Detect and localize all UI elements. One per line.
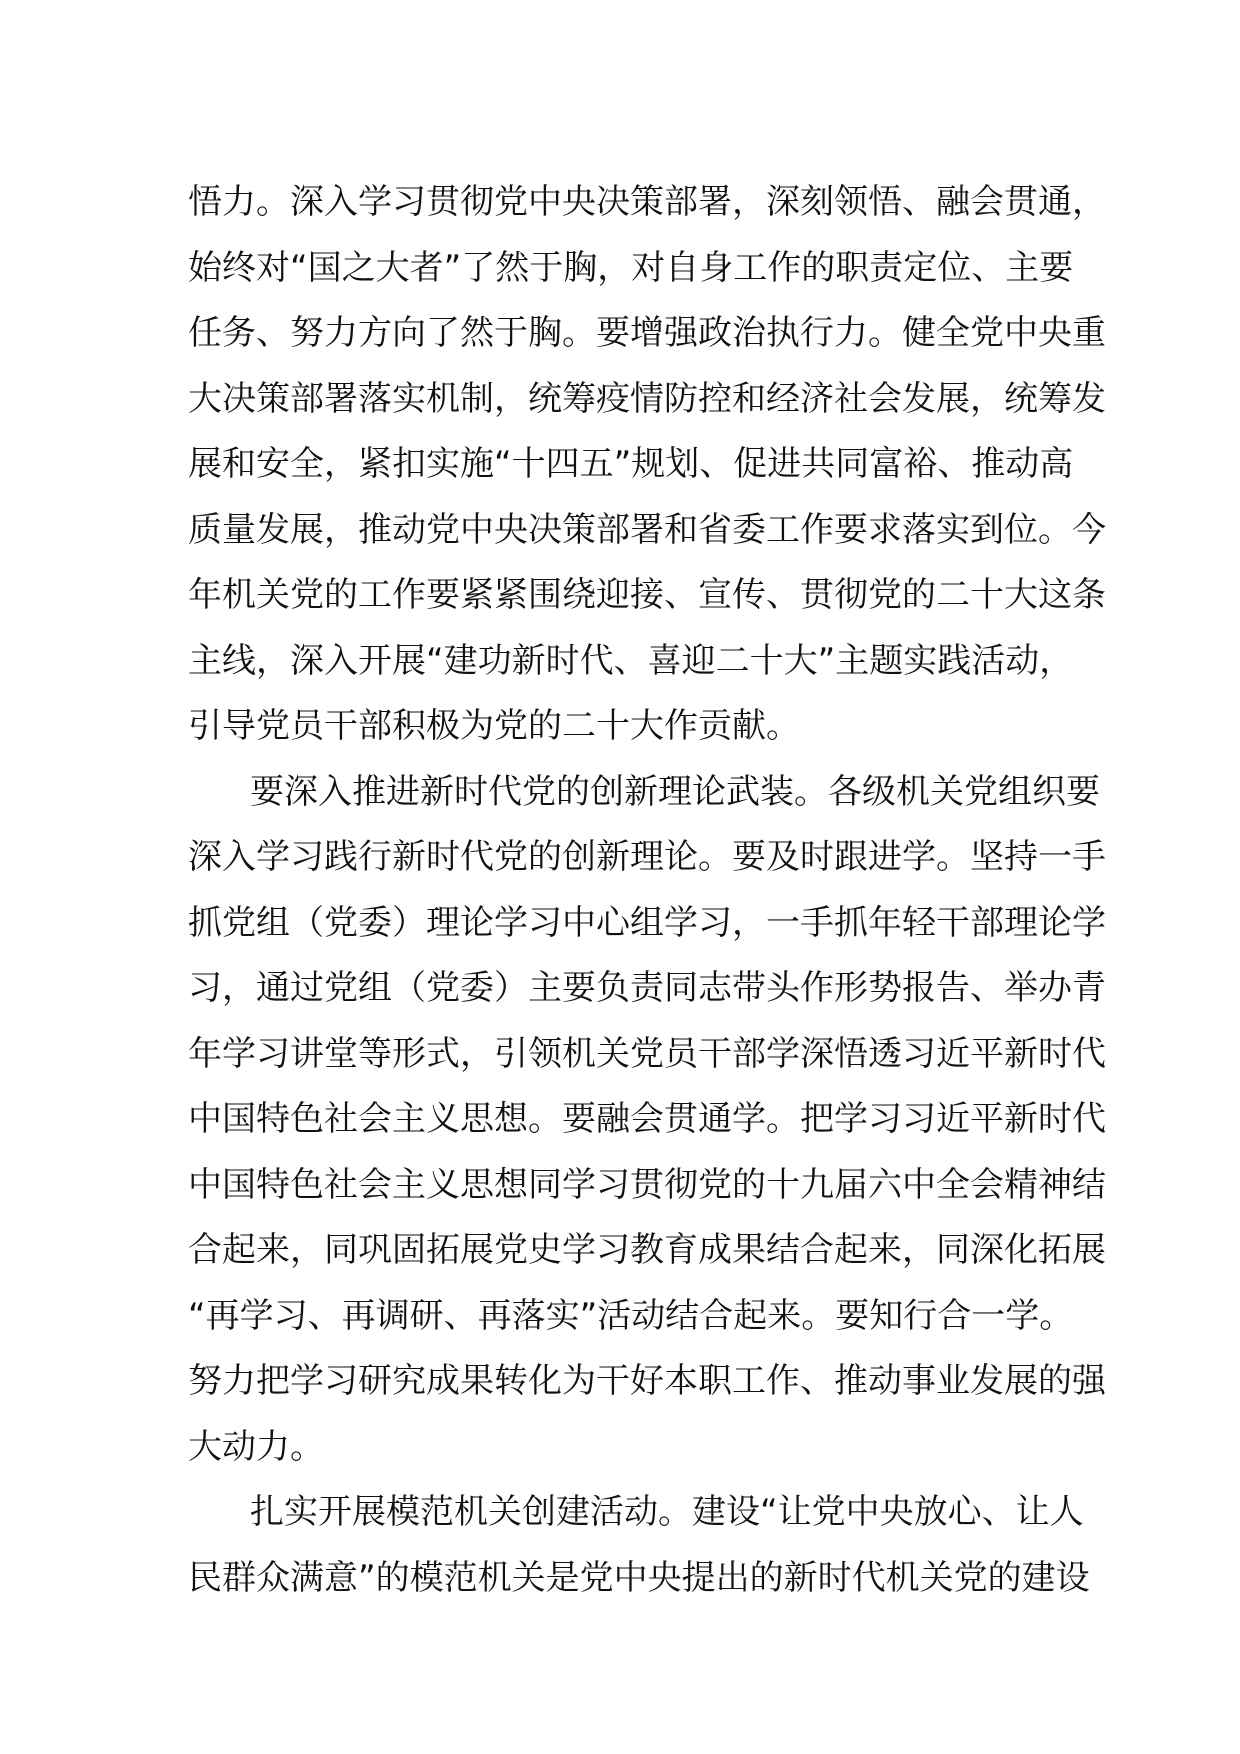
- text-line-17: 合起来，同巩固拓展党史学习教育成果结合起来，同深化拓展: [188, 1230, 1106, 1270]
- text-line-6: 质量发展，推动党中央决策部署和省委工作要求落实到位。今: [188, 509, 1106, 550]
- text-line-16: 中国特色社会主义思想同学习贯彻党的十九届六中全会精神结: [188, 1164, 1106, 1205]
- text-line-13: 习，通过党组（党委）主要负责同志带头作形势报告、举办青: [188, 968, 1106, 1008]
- text-line-18: “再学习、再调研、再落实”活动结合起来。要知行合一学。: [188, 1295, 1074, 1336]
- text-line-7: 年机关党的工作要紧紧围绕迎接、宣传、贯彻党的二十大这条: [188, 575, 1106, 615]
- text-line-8: 主线，深入开展“建功新时代、喜迎二十大”主题实践活动，: [188, 640, 1074, 681]
- paragraph-3-first-line: 扎实开展模范机关创建活动。建设“让党中央放心、让人: [250, 1492, 1084, 1532]
- text-line-4: 大决策部署落实机制，统筹疫情防控和经济社会发展，统筹发: [188, 378, 1106, 419]
- text-line-1: 悟力。深入学习贯彻党中央决策部署，深刻领悟、融会贯通，: [188, 182, 1106, 222]
- text-line-3: 任务、努力方向了然于胸。要增强政治执行力。健全党中央重: [188, 313, 1106, 353]
- text-line-20: 大动力。: [188, 1426, 324, 1467]
- document-body-text: [188, 170, 1106, 1611]
- paragraph-2-first-line: 要深入推进新时代党的创新理论武装。各级机关党组织要: [250, 771, 1100, 812]
- text-line-14: 年学习讲堂等形式，引领机关党员干部学深悟透习近平新时代: [188, 1033, 1106, 1074]
- text-line-2: 始终对“国之大者”了然于胸，对自身工作的职责定位、主要: [188, 247, 1074, 288]
- text-line-12: 抓党组（党委）理论学习中心组学习，一手抓年轻干部理论学: [188, 902, 1106, 943]
- text-line-15: 中国特色社会主义思想。要融会贯通学。把学习习近平新时代: [188, 1099, 1106, 1139]
- text-line-19: 努力把学习研究成果转化为干好本职工作、推动事业发展的强: [188, 1361, 1106, 1401]
- text-line-22: 民群众满意”的模范机关是党中央提出的新时代机关党的建设: [188, 1557, 1090, 1598]
- text-line-11: 深入学习践行新时代党的创新理论。要及时跟进学。坚持一手: [188, 837, 1106, 877]
- text-line-9: 引导党员干部积极为党的二十大作贡献。: [188, 706, 800, 746]
- text-line-5: 展和安全，紧扣实施“十四五”规划、促进共同富裕、推动高: [188, 444, 1074, 484]
